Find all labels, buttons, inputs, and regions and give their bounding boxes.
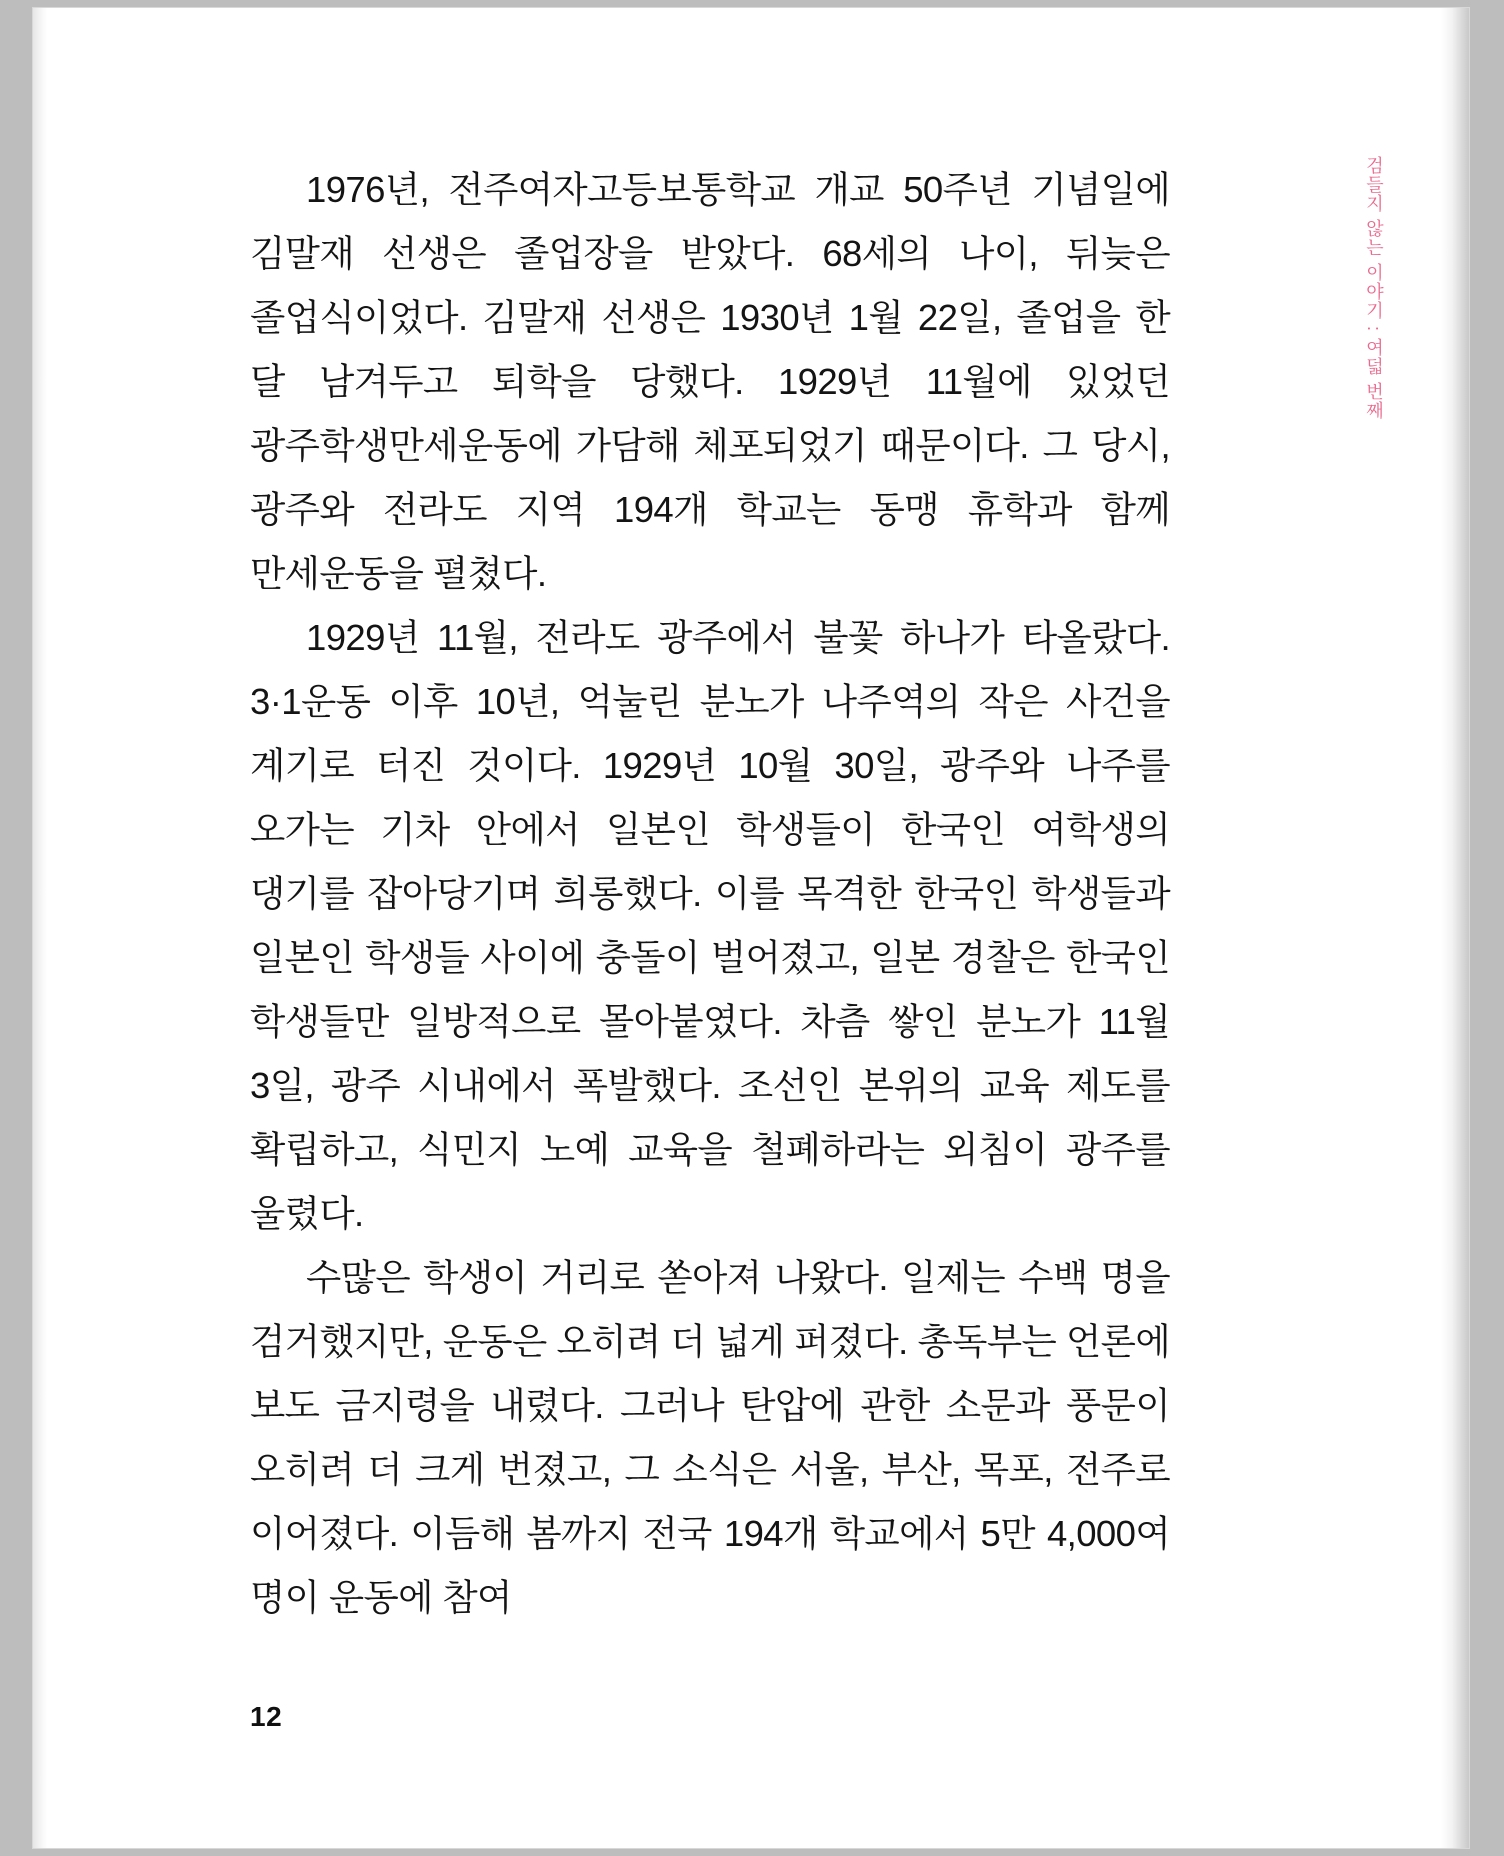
page-right-edge (1441, 8, 1469, 1848)
page-number: 12 (250, 1701, 283, 1732)
page-content (250, 8, 1170, 1848)
running-head: 검들지 않는 이야기 : 여덟 번째 (1364, 156, 1384, 421)
body-text (250, 158, 1170, 1630)
paragraph: 1976년, 전주여자고등보통학교 개교 50주년 기념일에 김말재 선생은 졸업장을 받았다. 68세의 나이, 뒤늦은 졸업식이었다. 김말재 선생은 1930년 1월 22일, 졸업을 한 달 남겨두고 퇴학을 당했다. 1929년 11월에 있었던 광주학생만세운동에 가담해 체포되었기 때문이다. 그 당시, 광주와 전라도 지역 194개 학교는 동맹 휴학과 함께 만세운동을 펼쳤다. (250, 169, 1170, 594)
paragraph: 1929년 11월, 전라도 광주에서 불꽃 하나가 타올랐다. 3·1운동 이후 10년, 억눌린 분노가 나주역의 작은 사건을 계기로 터진 것이다. 1929년 10월 30일, 광주와 나주를 오가는 기차 안에서 일본인 학생들이 한국인 여학생의 댕기를 잡아당기며 희롱했다. 이를 목격한 한국인 학생들과 일본인 학생들 사이에 충돌이 벌어졌고, 일본 경찰은 한국인 학생들만 일방적으로 몰아붙였다. 차츰 쌓인 분노가 11월 3일, 광주 시내에서 폭발했다. 조선인 본위의 교육 제도를 확립하고, 식민지 노예 교육을 철폐하라는 외침이 광주를 울렸다. (250, 617, 1170, 1234)
paragraph: 수많은 학생이 거리로 쏟아져 나왔다. 일제는 수백 명을 검거했지만, 운동은 오히려 더 넓게 퍼졌다. 총독부는 언론에 보도 금지령을 내렸다. 그러나 탄압에 관한 소문과 풍문이 오히려 더 크게 번졌고, 그 소식은 서울, 부산, 목포, 전주로 이어졌다. 이듬해 봄까지 전국 194개 학교에서 5만 4,000여 명이 운동에 참여 (250, 1257, 1170, 1618)
page-sheet (33, 8, 1469, 1848)
page-left-edge (33, 8, 47, 1848)
